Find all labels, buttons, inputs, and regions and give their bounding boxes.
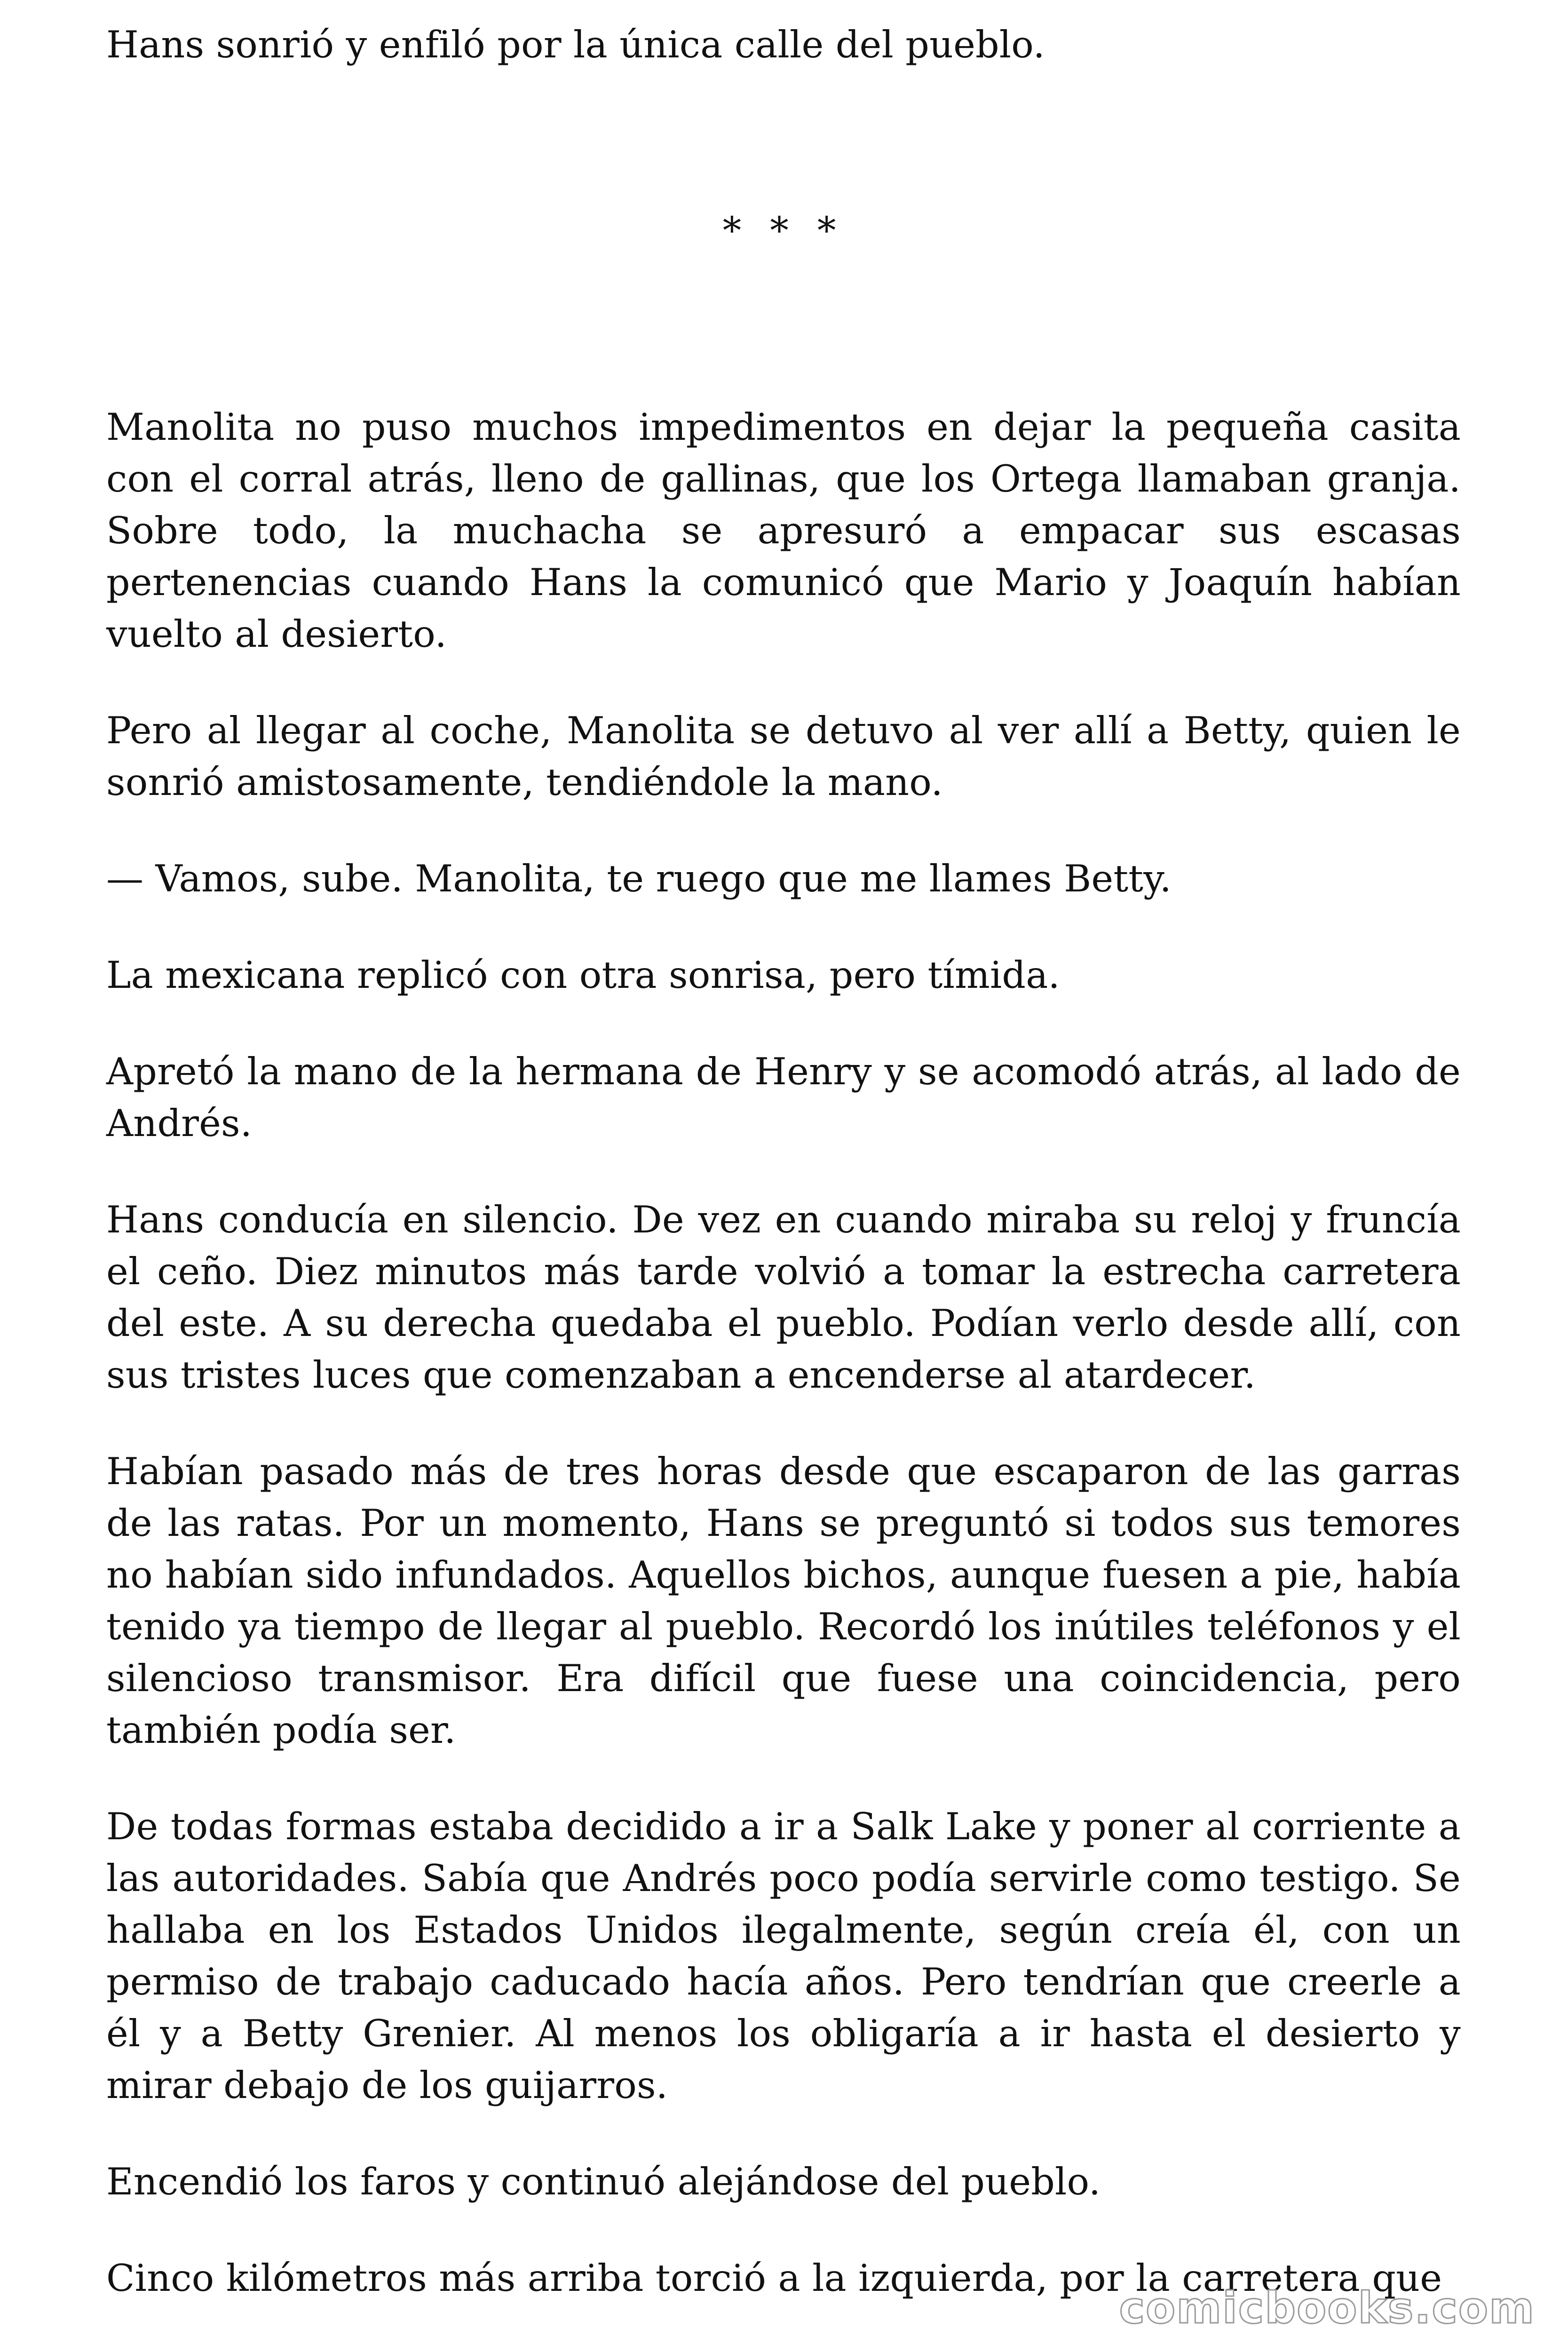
paragraph: Apretó la mano de la hermana de Henry y se acomodó atrás, al lado de Andrés. [106, 1050, 1461, 1145]
paragraph: Cinco kilómetros más arriba torció a la izquierda, por la carretera que [106, 2257, 1442, 2300]
watermark: comicbooks.com [1119, 2283, 1535, 2333]
paragraph: La mexicana replicó con otra sonrisa, pero tímida. [106, 954, 1060, 997]
paragraph: — Vamos, sube. Manolita, te ruego que me llames Betty. [106, 857, 1172, 900]
section-separator: * * * [722, 209, 845, 252]
paragraph: De todas formas estaba decidido a ir a Salk Lake y poner al corriente a las autoridades. Sabía que Andrés poco podía servirle como testigo. Se hallaba en los Estados Unidos ilegalmente, según creía él, con un permiso de trabajo caducado hacía años. Pero tendrían que creerle a él y a Betty Grenier. Al menos los obligaría a ir hasta el desierto y mirar debajo de los guijarros. [106, 1805, 1461, 2107]
opening-text [106, 19, 1461, 71]
paragraph: Hans conducía en silencio. De vez en cuando miraba su reloj y fruncía el ceño. Diez minutos más tarde volvió a tomar la estrecha carretera del este. A su derecha quedaba el pueblo. Podían verlo desde allí, con sus tristes luces que comenzaban a encenderse al atardecer. [106, 1198, 1461, 1397]
paragraph: Habían pasado más de tres horas desde que escaparon de las garras de las ratas. Por un momento, Hans se preguntó si todos sus temores no habían sido infundados. Aquellos bichos, aunque fuesen a pie, había tenido ya tiempo de llegar al pueblo. Recordó los inútiles teléfonos y el silencioso transmisor. Era difícil que fuese una coincidencia, pero también podía ser. [106, 1450, 1461, 1752]
paragraph: Encendió los faros y continuó alejándose del pueblo. [106, 2160, 1101, 2203]
paragraph: Manolita no puso muchos impedimentos en dejar la pequeña casita con el corral atrás, lleno de gallinas, que los Ortega llamaban granja. Sobre todo, la muchacha se apresuró a empacar sus escasas pertenencias cuando Hans la comunicó que Mario y Joaquín habían vuelto al desierto. [106, 405, 1461, 656]
paragraph: Pero al llegar al coche, Manolita se detuvo al ver allí a Betty, quien le sonrió amistosamente, tendiéndole la mano. [106, 709, 1461, 804]
paragraph: Hans sonrió y enfiló por la única calle del pueblo. [106, 23, 1045, 66]
body-text [106, 401, 1461, 2304]
